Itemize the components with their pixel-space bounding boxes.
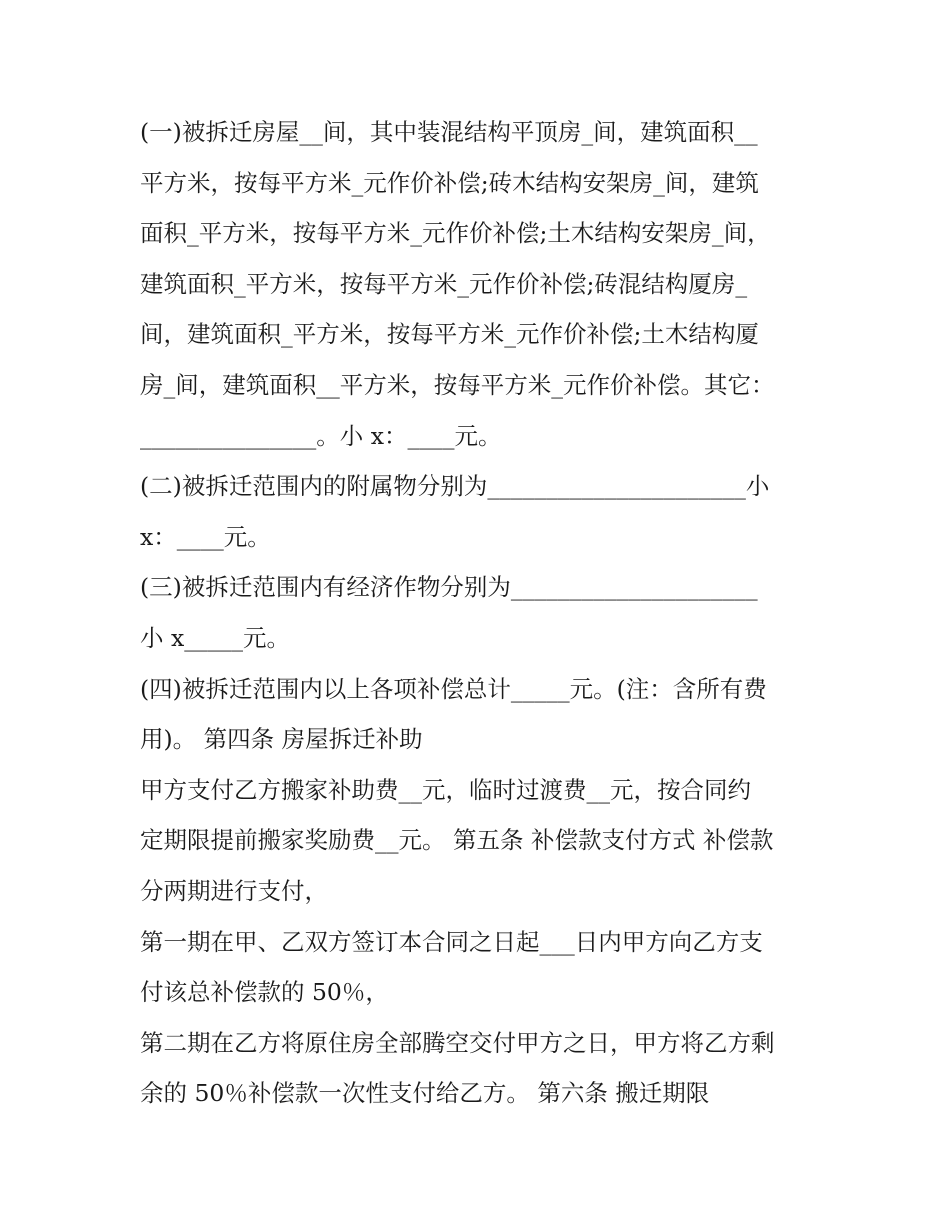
text-line: 房_间，建筑面积__平方米，按每平方米_元作价补偿。其它：	[140, 370, 775, 399]
text-line: 面积_平方米，按每平方米_元作价补偿;土木结构安架房_间，	[140, 219, 771, 248]
text-line: (三)被拆迁范围内有经济作物分别为_____________________	[140, 573, 758, 602]
text-line: 小 x_____元。	[140, 623, 290, 652]
document-body	[140, 107, 812, 1119]
text-line: 间，建筑面积_平方米，按每平方米_元作价补偿;土木结构厦	[140, 320, 759, 349]
text-line: (四)被拆迁范围内以上各项补偿总计_____元。(注：含所有费	[140, 674, 767, 703]
text-line: 分两期进行支付，	[140, 876, 328, 905]
text-line: _______________。小 x：____元。	[140, 421, 502, 450]
text-line: 甲方支付乙方搬家补助费__元，临时过渡费__元，按合同约	[140, 775, 751, 804]
text-line: 建筑面积_平方米，按每平方米_元作价补偿;砖混结构厦房_	[140, 269, 748, 298]
text-line: (一)被拆迁房屋__间，其中装混结构平顶房_间，建筑面积__	[140, 118, 758, 146]
text-line: 余的 50％补偿款一次性支付给乙方。 第六条 搬迁期限	[140, 1079, 710, 1108]
text-line: 第二期在乙方将原住房全部腾空交付甲方之日，甲方将乙方剩	[140, 1028, 775, 1057]
text-line: 第一期在甲、乙双方签订本合同之日起___日内甲方向乙方支	[140, 927, 763, 956]
text-line: x：____元。	[140, 522, 271, 551]
text-line: 付该总补偿款的 50％，	[140, 978, 389, 1007]
text-line: 平方米，按每平方米_元作价补偿;砖木结构安架房_间，建筑	[140, 168, 759, 197]
text-line: 用)。 第四条 房屋拆迁补助	[140, 725, 423, 754]
text-line: 定期限提前搬家奖励费__元。 第五条 补偿款支付方式 补偿款	[140, 826, 774, 855]
text-line: (二)被拆迁范围内的附属物分别为______________________小	[140, 472, 770, 501]
